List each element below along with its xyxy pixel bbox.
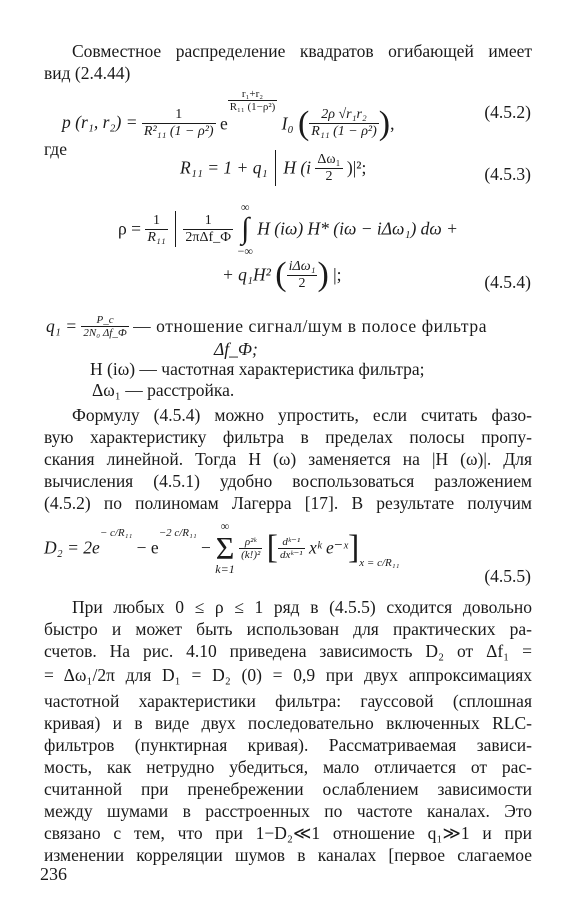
limit-bottom: −∞ bbox=[237, 244, 253, 258]
limit-top: ∞ bbox=[240, 200, 250, 214]
equation-4-5-4-line1 bbox=[118, 200, 458, 258]
equation-4-5-4-line2: + q₁H² ( $\frac{\text{iΔω₁}}{2}$ ) |; bbox=[222, 256, 342, 293]
exponent-den: R₁₁ (1−ρ²) bbox=[229, 101, 276, 113]
text-line: вую характеристику фильтра в пределах полосы пропу- bbox=[44, 427, 532, 447]
text-line: мость, как нетрудно убедиться, мало отличается от рас- bbox=[44, 757, 532, 777]
denominator: (k!)² bbox=[241, 548, 261, 561]
integrand: H (iω) H* (iω − iΔω₁) dω + bbox=[257, 218, 458, 239]
exponent: −2 c/R₁₁ bbox=[158, 527, 197, 540]
eq-end: |; bbox=[333, 264, 342, 285]
exponent bbox=[228, 88, 278, 113]
bessel-symbol: I₀ bbox=[281, 113, 294, 134]
eq-minus: − bbox=[201, 537, 211, 558]
text-line: Δf_Ф; bbox=[214, 339, 258, 359]
numerator: 1 bbox=[183, 213, 233, 230]
text-line: Δω₁ — расстройка. bbox=[92, 380, 235, 400]
exponent-num: r₁+r₂ bbox=[228, 88, 278, 101]
denominator: R₁₁ bbox=[147, 229, 166, 245]
text-line: где bbox=[44, 139, 67, 159]
denominator: 2 bbox=[325, 168, 333, 184]
text-line: счетов. На рис. 4.10 приведена зависимость D₂ от Δf₁ = bbox=[44, 641, 532, 661]
equation-number: (4.5.2) bbox=[484, 102, 531, 122]
denominator: 2 bbox=[298, 275, 306, 291]
eq-tail: )|²; bbox=[346, 157, 367, 178]
definition-q1 bbox=[46, 314, 487, 339]
eq-h: H (i bbox=[283, 157, 312, 178]
text-line: При любых 0 ≤ ρ ≤ 1 ряд в (4.5.5) сходится довольно bbox=[72, 597, 532, 617]
equation-4-5-2: p (r₁, r₂) = $\frac{1}{\text{R²₁₁ (1 − ρ²)}}$ e $\frac{\text{r₁+r₂}}{\text{R₁₁ (1−ρ²)}}$ I₀ ( $\frac{\text{2ρ √r₁r₂}}{\text{R₁₁ (1 − ρ²)}}$ ), bbox=[62, 88, 395, 142]
text-line: изменении корреляции шумов в каналах [первое слагаемое bbox=[44, 845, 532, 865]
fraction bbox=[81, 314, 128, 339]
text-line: частотной характеристики фильтра: гауссовой (сплошная bbox=[44, 691, 532, 711]
text-line: скания линейной. Тогда H (ω) заменяется на |H (ω)|. Для bbox=[44, 449, 532, 469]
fraction bbox=[183, 213, 233, 246]
fraction bbox=[239, 536, 262, 561]
text-line: вид (2.4.44) bbox=[44, 63, 131, 83]
eq-rho: ρ = bbox=[118, 218, 141, 239]
text-line: быстро и может быть использован для практических ра- bbox=[44, 619, 532, 639]
text-line: H (iω) — частотная характеристика фильтра; bbox=[90, 359, 425, 379]
eq-inner: xᵏ e⁻ˣ bbox=[308, 537, 348, 558]
eq-body: R₁₁ = 1 + q₁ bbox=[180, 157, 268, 178]
equation-4-5-3 bbox=[180, 150, 366, 186]
eq-term: + q₁H² bbox=[222, 264, 271, 285]
exponent: − c/R₁₁ bbox=[99, 527, 133, 540]
subscript: x = c/R₁₁ bbox=[359, 557, 400, 570]
denominator: R²₁₁ (1 − ρ²) bbox=[143, 124, 214, 140]
text-line: вычисления (4.5.1) удобно воспользоваться разложением bbox=[44, 471, 532, 491]
text-line: (4.5.2) по полиномам Лагерра [17]. В результате получим bbox=[44, 493, 532, 513]
eq-lhs: p (r₁, r₂) = bbox=[62, 112, 138, 132]
summation: ∞ Σ k=1 bbox=[215, 519, 235, 576]
equation-4-5-5: $D_2 = 2e^{- c/R_{11}} - e^{-2 c/R_{11}}$ − ∞ Σ k=1 $\frac{\text{ρ²ᵏ}}{\text{(k!)²}}$ [ $\frac{\text{dᵏ⁻¹}}{\text{dxᵏ⁻¹}}$ xᵏ $e^-ˣ]_{x = c/R_{11}}$ bbox=[44, 519, 400, 576]
denominator: 2πΔf_Ф bbox=[185, 229, 232, 245]
numerator: ρ²ᵏ bbox=[244, 535, 257, 548]
fraction bbox=[142, 107, 216, 140]
page-number: 236 bbox=[40, 864, 67, 884]
arg-num: 2ρ √r₁r₂ bbox=[321, 107, 367, 123]
numerator: 1 bbox=[142, 107, 216, 124]
text-line: фильтров (пунктирная кривая). Рассматриваемая зависи- bbox=[44, 735, 532, 755]
text-line: кривая) и в виде двух последовательно включенных RLC- bbox=[44, 713, 532, 733]
numerator: 1 bbox=[145, 213, 167, 230]
fraction bbox=[145, 213, 167, 246]
bessel-argument bbox=[309, 107, 378, 140]
eq-lhs: D₂ = 2e bbox=[44, 537, 100, 558]
fraction bbox=[315, 152, 342, 185]
equation-number: (4.5.3) bbox=[484, 164, 531, 184]
equation-number: (4.5.4) bbox=[484, 272, 531, 292]
numerator: iΔω₁ bbox=[288, 258, 316, 274]
text-line: считанной при пренебрежении ослаблением зависимости bbox=[44, 779, 532, 799]
numerator: Δω₁ bbox=[317, 151, 341, 167]
arg-den: R₁₁ (1 − ρ²) bbox=[311, 124, 377, 140]
denominator: 2N₀ Δf_Ф bbox=[83, 327, 127, 339]
def-lhs: q₁ = bbox=[46, 316, 78, 336]
numerator: dᵏ⁻¹ bbox=[282, 535, 301, 548]
def-text: — отношение сигнал/шум в полосе фильтра bbox=[133, 316, 488, 336]
sum-bottom: k=1 bbox=[215, 562, 235, 576]
denominator: dxᵏ⁻¹ bbox=[279, 548, 303, 561]
equation-number: (4.5.5) bbox=[484, 566, 531, 586]
text-line: связано с тем, что при 1−D₂≪1 отношение q₁≫1 и при bbox=[44, 823, 532, 843]
text-line: Совместное распределение квадратов огибающей имеет bbox=[72, 41, 532, 61]
numerator: P_c bbox=[96, 314, 114, 326]
text-line: = Δω₁/2π для D₁ = D₂ (0) = 0,9 при двух аппроксимациях bbox=[44, 665, 532, 685]
derivative bbox=[278, 536, 305, 561]
sum-top: ∞ bbox=[220, 519, 230, 533]
fraction bbox=[287, 259, 318, 292]
text-line: между шумами в расстроенных по частоте каналах. Это bbox=[44, 801, 532, 821]
eq-mid: − e bbox=[136, 537, 159, 558]
text-line: Формулу (4.5.4) можно упростить, если считать фазо- bbox=[72, 405, 532, 425]
integral: ∞ ∫ −∞ bbox=[237, 200, 253, 258]
